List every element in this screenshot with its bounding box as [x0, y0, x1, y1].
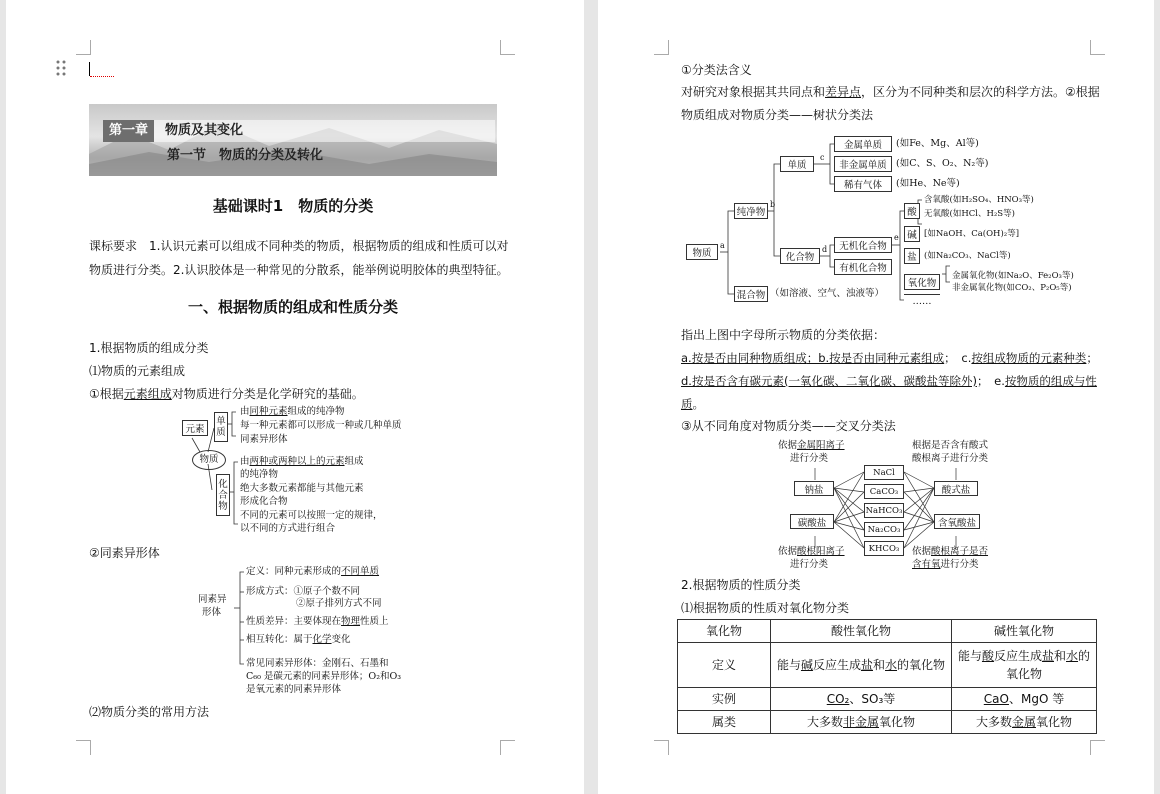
- diagram-text: 绝大多数元素都能与其他元素: [240, 483, 364, 494]
- underlined-text: 非金属: [842, 715, 879, 729]
- text: 氧化物: [879, 715, 916, 729]
- example-text: (如He、Ne等): [896, 178, 960, 189]
- requirements-line: 课标要求 1.认识元素可以组成不同种类的物质，根据物质的组成和性质可以对: [89, 239, 509, 253]
- tree-classification-diagram: [684, 132, 1094, 307]
- text: 组成: [344, 456, 364, 467]
- diagram-text: 进行分类: [790, 559, 829, 570]
- node-acid: 酸: [904, 203, 920, 219]
- branch-label: a: [720, 241, 725, 250]
- table-cell: [952, 711, 1097, 734]
- underlined-text: 盐: [860, 658, 873, 672]
- substance-node: 物质: [192, 450, 226, 470]
- diagram-text: [246, 566, 379, 578]
- diagram-text: 是氧元素的同素异形体: [246, 684, 342, 695]
- node-metal: 金属单质: [834, 136, 892, 152]
- underlined-text: 差异点: [825, 85, 862, 99]
- underlined-text: 按组成物质的元素种类: [971, 351, 1087, 365]
- text: 的氧化物: [897, 658, 946, 672]
- text: 、MgO 等: [1008, 692, 1065, 706]
- chapter-tag: 第一章: [103, 120, 154, 142]
- paragraph: ①分类法含义: [681, 63, 752, 77]
- node-sodium-salt: 钠盐: [794, 481, 834, 496]
- section-heading: 一、根据物质的组成和性质分类: [187, 298, 398, 316]
- chapter-banner: [89, 104, 497, 176]
- text: 定义：同种元素形成的: [246, 566, 342, 577]
- subheading: 1.根据物质的组成分类: [89, 341, 209, 355]
- diagram-text: [778, 546, 845, 558]
- example-text: 含氧酸(如H₂SO₄、HNO₃等): [924, 195, 1034, 205]
- underlined-text: 化学: [312, 634, 332, 645]
- underlined-text: 金属阳离子: [797, 440, 845, 451]
- element-composition-diagram: [178, 406, 418, 538]
- text: 依据: [912, 546, 932, 557]
- document-page-1: [6, 0, 584, 794]
- diagram-root: 同素异: [198, 594, 227, 605]
- node-salt-item: Na₂CO₃: [864, 522, 904, 537]
- text: 对研究对象根据其共同点和: [681, 85, 826, 99]
- section-title: 第一节 物质的分类及转化: [167, 148, 324, 163]
- text: 合: [218, 489, 228, 501]
- table-row: [678, 620, 1097, 643]
- node-organic: 有机化合物: [834, 259, 892, 275]
- text: 单: [216, 416, 226, 427]
- diagram-text: [240, 456, 364, 468]
- answer-line: [681, 373, 1097, 389]
- text: ； e.: [976, 374, 1005, 388]
- diagram-text: 进行分类: [790, 453, 829, 464]
- branch-label: c: [820, 153, 825, 162]
- underlined-text: 含有氧: [912, 559, 941, 570]
- underlined-text: 酸根阳离子: [797, 546, 845, 557]
- diagram-text: 形成方式：①原子个数不同: [246, 586, 361, 597]
- node-oxide: 氧化物: [904, 274, 940, 290]
- text: 。: [692, 397, 704, 411]
- document-page-2: [598, 0, 1154, 794]
- table-cell: 实例: [678, 688, 771, 711]
- table-cell: [952, 643, 1097, 688]
- margin-mark: [654, 40, 669, 55]
- example-text: [如NaOH、Ca(OH)₂等]: [924, 229, 1020, 239]
- example-text: (如C、S、O₂、N₂等): [896, 158, 989, 169]
- banner-strip: [103, 120, 495, 142]
- underlined-text: CO₂: [826, 692, 850, 706]
- example-text: (如Na₂CO₃、NaCl等): [924, 251, 1011, 261]
- branch-label: d: [822, 245, 828, 254]
- diagram-text: 根据是否含有酸式: [912, 440, 989, 451]
- text: 进行分类: [940, 559, 979, 570]
- paragraph: [89, 386, 364, 402]
- table-cell: 定义: [678, 643, 771, 688]
- diagram-text: 常见同素异形体：金刚石、石墨和: [246, 658, 389, 669]
- oxide-table: [677, 619, 1097, 734]
- margin-mark: [1090, 740, 1105, 755]
- text: ；: [1086, 351, 1098, 365]
- node-inorganic: 无机化合物: [834, 237, 892, 253]
- diagram-text: [912, 546, 988, 558]
- table-row: [678, 688, 1097, 711]
- text: 性质上: [360, 616, 389, 627]
- diagram-text: 不同的元素可以按照一定的规律，: [240, 510, 383, 521]
- diagram-text: 以不同的方式进行组合: [240, 523, 336, 534]
- example-text: 金属氧化物(如Na₂O、Fe₂O₃等): [952, 271, 1074, 281]
- margin-mark: [76, 740, 91, 755]
- paragraph: [681, 84, 1100, 100]
- drag-handle-icon[interactable]: [56, 60, 66, 76]
- text: 和: [873, 658, 886, 672]
- text: 能与: [957, 649, 982, 663]
- node-salt-item: KHCO₃: [864, 541, 904, 556]
- underlined-text: 两种或两种以上的元素: [249, 456, 345, 467]
- diagram-root: 形体: [202, 607, 222, 618]
- subheading: ⑵物质分类的常用方法: [89, 705, 210, 719]
- text: 变化: [331, 634, 351, 645]
- diagram-text: [246, 616, 389, 628]
- text: 反应生成: [812, 658, 861, 672]
- text: ，区分为不同种类和层次的科学方法。②根据: [861, 85, 1100, 99]
- table-header: 氧化物: [678, 620, 771, 643]
- text: 反应生成: [993, 649, 1042, 663]
- question-text: 指出上图中字母所示物质的分类依据：: [681, 328, 886, 342]
- table-header: 酸性氧化物: [771, 620, 952, 643]
- subheading: 2.根据物质的性质分类: [681, 578, 801, 592]
- text: ； c.: [944, 351, 972, 365]
- margin-mark: [1090, 40, 1105, 55]
- underlined-text: 不同单质: [341, 566, 380, 577]
- answer-line: [681, 350, 1098, 366]
- text: 能与: [776, 658, 801, 672]
- node-salt: 盐: [904, 248, 920, 264]
- requirements-line: 物质进行分类。2.认识胶体是一种常见的分散系，能举例说明胶体的典型特征。: [89, 263, 509, 277]
- underlined-text: d.按是否含有碳元素(一氧化碳、二氧化碳、碳酸盐等除外): [681, 374, 977, 388]
- table-cell: [771, 711, 952, 734]
- node-substance: 物质: [686, 244, 718, 260]
- diagram-text: [778, 440, 845, 452]
- node-pure: 纯净物: [734, 203, 768, 219]
- text: 物: [218, 500, 228, 512]
- compound-node: [216, 474, 230, 516]
- node-simple: 单质: [780, 156, 814, 172]
- node-mixture: 混合物: [734, 286, 768, 302]
- underlined-text: 按物质的组成与性: [1004, 374, 1097, 388]
- diagram-text: 同素异形体: [240, 434, 288, 445]
- text: 氧化物: [1005, 667, 1042, 681]
- subheading: ⑴物质的元素组成: [89, 364, 186, 378]
- text: 化: [218, 478, 228, 490]
- node-base: 碱: [904, 226, 920, 242]
- underlined-text: ；b.按是否由同种元素组成: [806, 351, 945, 365]
- text: 组成的纯净物: [287, 406, 345, 417]
- underlined-text: 同种元素: [249, 406, 288, 417]
- text: 大多数: [975, 715, 1012, 729]
- underlined-text: CaO: [983, 692, 1009, 706]
- table-cell: [771, 643, 952, 688]
- subheading: ②同素异形体: [89, 546, 160, 560]
- node-carbonate: 碳酸盐: [790, 514, 834, 529]
- text: 、SO₃等: [849, 692, 896, 706]
- underlined-text: 碱: [800, 658, 813, 672]
- allotrope-diagram: [190, 564, 420, 696]
- table-cell: 属类: [678, 711, 771, 734]
- margin-mark: [500, 40, 515, 55]
- text: 依据: [778, 440, 798, 451]
- answer-line: [681, 396, 704, 412]
- example-text: 非金属氧化物(如CO₂、P₂O₅等): [952, 283, 1072, 293]
- text: 相互转化：属于: [246, 634, 313, 645]
- diagram-text: [246, 634, 351, 646]
- text: 性质差异：主要体现在: [246, 616, 342, 627]
- text: 质: [216, 427, 226, 438]
- underlined-text: 物理: [341, 616, 361, 627]
- table-row: [678, 643, 1097, 688]
- text: ①根据: [89, 387, 124, 401]
- simple-substance-node: [214, 412, 228, 442]
- diagram-text: [912, 559, 979, 571]
- node-noble: 稀有气体: [834, 176, 892, 192]
- diagram-text: 每一种元素都可以形成一种或几种单质: [240, 420, 402, 431]
- node-salt-item: NaCl: [864, 465, 904, 480]
- underlined-text: 酸: [981, 649, 994, 663]
- example-text: (如Fe、Mg、Al等): [896, 138, 979, 149]
- margin-mark: [500, 740, 515, 755]
- underlined-text: 金属: [1011, 715, 1036, 729]
- table-cell: [771, 688, 952, 711]
- diagram-text: 形成化合物: [240, 496, 288, 507]
- underlined-text: 质: [681, 397, 693, 411]
- subheading: ⑴根据物质的性质对氧化物分类: [681, 601, 850, 615]
- diagram-text: 的纯净物: [240, 469, 279, 480]
- margin-mark: [654, 740, 669, 755]
- text: 大多数: [806, 715, 843, 729]
- underlined-text: 盐: [1041, 649, 1054, 663]
- lesson-title: 基础课时1 物质的分类: [212, 197, 374, 215]
- node-nonmetal: 非金属单质: [834, 156, 892, 172]
- underlined-text: 酸根离子是否: [931, 546, 989, 557]
- underlined-text: 元素组成: [123, 387, 172, 401]
- text: 依据: [778, 546, 798, 557]
- margin-mark: [76, 40, 91, 55]
- diagram-text: C₆₀ 是碳元素的同素异形体；O₂和O₃: [246, 671, 402, 682]
- paragraph: 物质组成对物质分类——树状分类法: [681, 108, 874, 122]
- spellcheck-underline: [90, 74, 114, 77]
- underlined-text: 水: [1066, 649, 1079, 663]
- node-salt-item: NaHCO₃: [864, 503, 904, 518]
- table-cell: [952, 688, 1097, 711]
- underlined-text: 水: [885, 658, 898, 672]
- node-etc: ……: [904, 294, 940, 308]
- table-header: 碱性氧化物: [952, 620, 1097, 643]
- text: 由: [240, 456, 250, 467]
- node-compound: 化合物: [780, 248, 820, 264]
- table-row: [678, 711, 1097, 734]
- node-salt-item: CaCO₃: [864, 484, 904, 499]
- example-text: 无氧酸(如HCl、H₂S等): [924, 209, 1015, 219]
- text: 的: [1078, 649, 1091, 663]
- underlined-text: a.按是否由同种物质组成: [681, 351, 807, 365]
- cross-classification-diagram: [778, 440, 1008, 572]
- text: 氧化物: [1036, 715, 1073, 729]
- element-node: 元素: [182, 420, 208, 436]
- subheading: ③从不同角度对物质分类——交叉分类法: [681, 419, 896, 433]
- text: 由: [240, 406, 250, 417]
- branch-label: b: [770, 200, 776, 209]
- branch-label: e: [894, 233, 899, 242]
- diagram-text: 酸根离子进行分类: [912, 453, 989, 464]
- diagram-text: [240, 406, 345, 418]
- diagram-text: ②原子排列方式不同: [296, 598, 382, 609]
- text: 对物质进行分类是化学研究的基础。: [171, 387, 364, 401]
- text: 和: [1054, 649, 1067, 663]
- chapter-title: 物质及其变化: [165, 123, 244, 138]
- node-oxy-salt: 含氧酸盐: [934, 514, 980, 529]
- mixture-example: （如溶液、空气、浊液等）: [770, 288, 885, 299]
- node-acid-salt: 酸式盐: [934, 481, 978, 496]
